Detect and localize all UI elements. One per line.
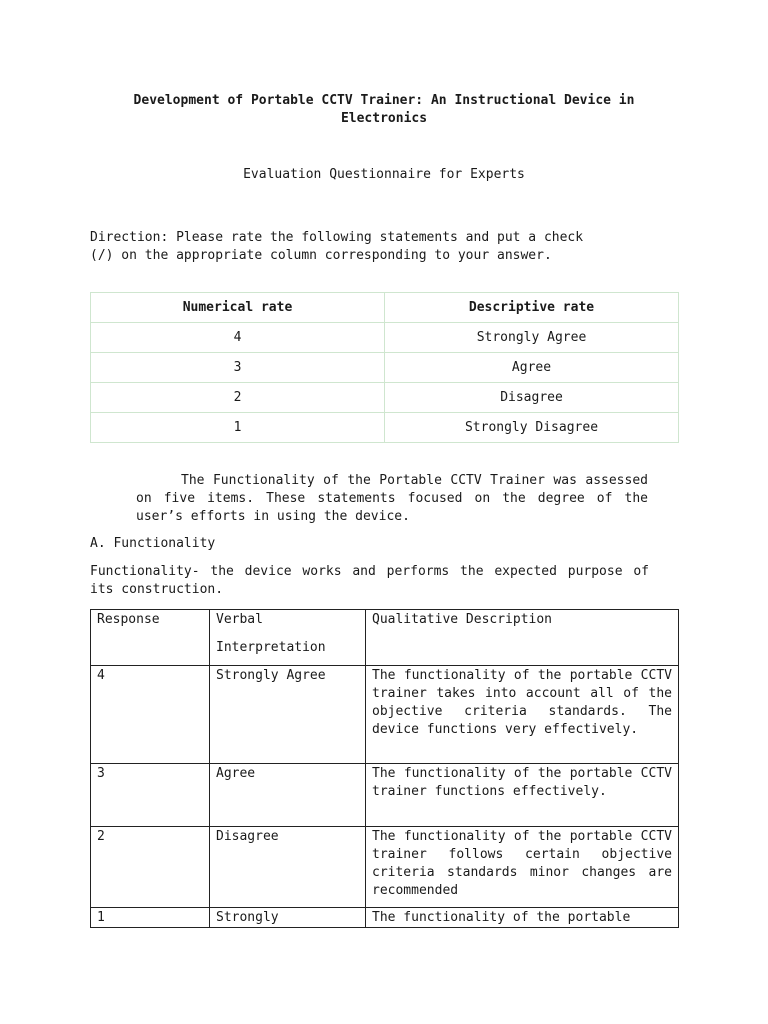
verbal-header-line1: Verbal — [216, 612, 263, 627]
numerical-rate-cell: 2 — [91, 383, 385, 413]
intro-text: The Functionality of the Portable CCTV Trainer was assessed on five items. These statements focused on the degree of the user’s efforts in using the device. — [136, 473, 648, 524]
descriptive-rate-cell: Strongly Disagree — [385, 413, 679, 443]
table-row — [91, 764, 679, 827]
table-row — [91, 353, 679, 383]
intro-paragraph — [136, 472, 648, 526]
description-cell: The functionality of the portable CCTV trainer follows certain objective criteria standards minor changes are recommended — [366, 827, 679, 908]
table-row — [91, 827, 679, 908]
functionality-table — [90, 609, 679, 928]
table-header-row — [91, 610, 679, 666]
direction-text: Direction: Please rate the following statements and put a check (/) on the appropriate column corresponding to your answer. — [90, 230, 584, 263]
table-row — [91, 383, 679, 413]
section-heading: A. Functionality — [90, 536, 216, 551]
description-cell: The functionality of the portable CCTV trainer takes into account all of the objective criteria standards. The device functions very effectively. — [366, 666, 679, 764]
verbal-interpretation-header — [210, 610, 366, 666]
table-header-row — [91, 293, 679, 323]
verbal-cell: Strongly Agree — [210, 666, 366, 764]
response-cell: 2 — [91, 827, 210, 908]
functionality-definition: Functionality- the device works and performs the expected purpose of its construction. — [90, 564, 649, 597]
verbal-cell: Agree — [210, 764, 366, 827]
response-cell: 4 — [91, 666, 210, 764]
qualitative-description-header: Qualitative Description — [366, 610, 679, 666]
descriptive-rate-cell: Strongly Agree — [385, 323, 679, 353]
verbal-cell: Strongly — [210, 908, 366, 928]
descriptive-rate-cell: Agree — [385, 353, 679, 383]
response-cell: 3 — [91, 764, 210, 827]
descriptive-rate-cell: Disagree — [385, 383, 679, 413]
table-row — [91, 908, 679, 928]
verbal-cell: Disagree — [210, 827, 366, 908]
description-cell: The functionality of the portable CCTV trainer functions effectively. — [366, 764, 679, 827]
numerical-rate-cell: 3 — [91, 353, 385, 383]
document-subtitle: Evaluation Questionnaire for Experts — [243, 167, 525, 182]
numerical-rate-cell: 4 — [91, 323, 385, 353]
rating-scale-table — [90, 292, 679, 443]
verbal-header-line2: Interpretation — [216, 640, 326, 655]
numerical-rate-header: Numerical rate — [91, 293, 385, 323]
table-row — [91, 323, 679, 353]
table-row — [91, 666, 679, 764]
response-header: Response — [91, 610, 210, 666]
response-cell: 1 — [91, 908, 210, 928]
document-title: Development of Portable CCTV Trainer: An Instructional Device in Electronics — [133, 93, 635, 126]
numerical-rate-cell: 1 — [91, 413, 385, 443]
descriptive-rate-header: Descriptive rate — [385, 293, 679, 323]
description-cell: The functionality of the portable — [366, 908, 679, 928]
table-row — [91, 413, 679, 443]
